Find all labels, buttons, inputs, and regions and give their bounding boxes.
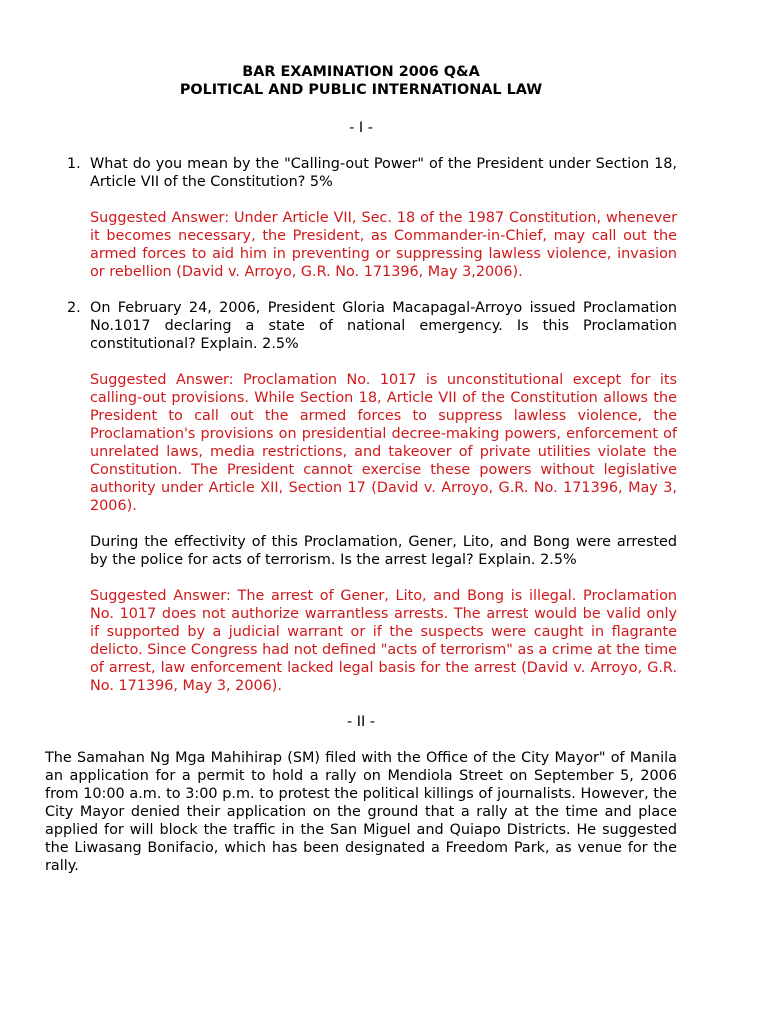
section-2-problem-text: The Samahan Ng Mga Mahihirap (SM) filed with the Office of the City Mayor" of Manila an application for a permit to hold a rally on Mendiola Street on September 5, 2006 from 10:00 a.m. to 3:00 p.m. to protest the political killings of journalists. However, the City Mayor denied their application on the ground that a rally at the time and place applied for will block the traffic in the San Miguel and Quiapo Districts. He suggested the Liwasang Bonifacio, which has been designated a Freedom Park, as venue for the rally. <box>45 750 677 874</box>
document-title <box>45 63 677 99</box>
question-text: What do you mean by the "Calling-out Power" of the President under Section 18, Article VII of the Constitution? 5% <box>90 156 677 190</box>
question-text: On February 24, 2006, President Gloria Macapagal-Arroyo issued Proclamation No.1017 declaring a state of national emergency. Is this Proclamation constitutional? Explain. 2.5% <box>90 300 677 352</box>
follow-up-question-text: During the effectivity of this Proclamation, Gener, Lito, and Bong were arrested by the police for acts of terrorism. Is the arrest legal? Explain. 2.5% <box>90 534 677 568</box>
question-list <box>45 155 677 695</box>
item-number: 1. <box>67 156 81 172</box>
follow-up-suggested-answer: Suggested Answer: The arrest of Gener, Lito, and Bong is illegal. Proclamation No. 1017 does not authorize warrantless arrests. The arrest would be valid only if supported by a judicial warrant or if the suspects were caught in flagrante delicto. Since Congress had not defined "acts of terrorism" as a crime at the time of arrest, law enforcement lacked legal basis for the arrest (David v. Arroyo, G.R. No. 171396, May 3, 2006). <box>90 588 677 694</box>
section-marker-1: - I - <box>349 120 373 136</box>
title-line-2: POLITICAL AND PUBLIC INTERNATIONAL LAW <box>179 82 543 98</box>
suggested-answer: Suggested Answer: Proclamation No. 1017 is unconstitutional except for its calling-out provisions. While Section 18, Article VII of the Constitution allows the President to call out the armed forces to suppress lawless violence, the Proclamation's provisions on presidential decree-making powers, enforcement of unrelated laws, media restrictions, and takeover of private utilities violate the Constitution. The President cannot exercise these powers without legislative authority under Article XII, Section 17 (David v. Arroyo, G.R. No. 171396, May 3, 2006). <box>90 372 677 514</box>
document-page <box>45 63 677 875</box>
question-item-2 <box>45 299 677 695</box>
suggested-answer: Suggested Answer: Under Article VII, Sec. 18 of the 1987 Constitution, whenever it becomes necessary, the President, as Commander-in-Chief, may call out the armed forces to aid him in preventing or suppressing lawless violence, invasion or rebellion (David v. Arroyo, G.R. No. 171396, May 3,2006). <box>90 210 677 280</box>
item-number: 2. <box>67 300 81 316</box>
section-marker-2: - II - <box>346 714 376 730</box>
question-item-1 <box>45 155 677 281</box>
title-line-1: BAR EXAMINATION 2006 Q&A <box>242 64 480 80</box>
